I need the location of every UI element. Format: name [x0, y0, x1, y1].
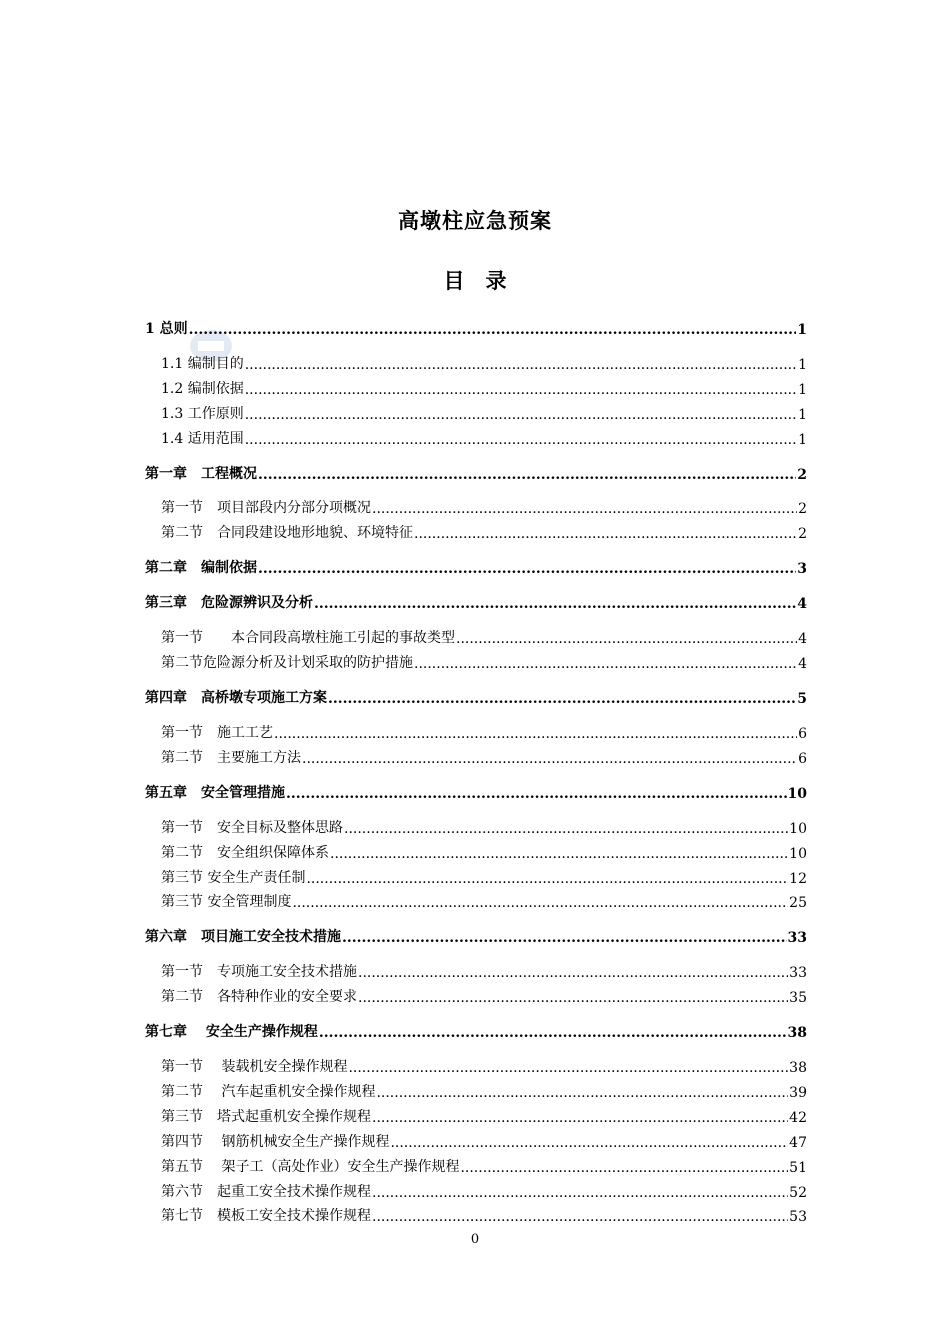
toc-entry-page: 2	[798, 501, 807, 518]
toc-entry-label: 1 总则	[145, 321, 188, 337]
toc-entry-label: 第三节 塔式起重机安全操作规程	[161, 1108, 371, 1125]
toc-entry-page: 1	[798, 431, 807, 448]
toc-section-entry[interactable]	[145, 647, 807, 672]
toc-entry-page: 5	[797, 691, 807, 708]
toc-entry-page: 33	[789, 965, 807, 982]
toc-dot-leader	[286, 786, 787, 802]
toc-dot-leader	[245, 432, 797, 448]
toc-dot-leader	[376, 1085, 788, 1101]
toc-entry-label: 第一节 专项施工安全技术措施	[161, 964, 357, 981]
toc-entry-page: 4	[797, 596, 807, 613]
toc-dot-leader	[358, 990, 788, 1006]
toc-dot-leader	[330, 846, 788, 862]
toc-dot-leader	[414, 526, 797, 542]
toc-entry-label: 第二节 安全组织保障体系	[161, 844, 329, 861]
toc-dot-leader	[328, 691, 796, 707]
toc-entry-label: 第二章 编制依据	[145, 560, 257, 577]
toc-entry-page: 1	[797, 322, 807, 338]
toc-entry-label: 第四节 钢筋机械安全生产操作规程	[161, 1133, 390, 1150]
toc-dot-leader	[372, 1209, 788, 1225]
toc-section-entry[interactable]	[145, 887, 807, 912]
toc-entry-page: 52	[789, 1184, 807, 1201]
toc-section-entry[interactable]	[145, 956, 807, 981]
toc-entry-page: 10	[789, 845, 807, 862]
toc-section-entry[interactable]	[145, 742, 807, 767]
toc-dot-leader	[344, 821, 788, 837]
toc-entry-label: 第三章 危险源辨识及分析	[145, 595, 313, 612]
toc-entry-page: 1	[798, 381, 807, 398]
toc-section-entry[interactable]	[145, 373, 807, 398]
toc-dot-leader	[342, 930, 787, 946]
toc-dot-leader	[348, 1060, 788, 1076]
toc-heading: 目 录	[443, 268, 507, 293]
toc-chapter-entry[interactable]	[145, 588, 807, 612]
toc-entry-page: 10	[787, 785, 807, 802]
toc-dot-leader	[302, 751, 797, 767]
toc-entry-page: 38	[789, 1060, 807, 1077]
toc-entry-label: 第一节 施工工艺	[161, 725, 273, 742]
toc-entry-page: 2	[797, 466, 807, 483]
toc-dot-leader	[258, 467, 796, 483]
toc-section-entry[interactable]	[145, 1101, 807, 1126]
toc-chapter-entry[interactable]	[145, 922, 807, 946]
toc-entry-page: 47	[789, 1134, 807, 1151]
toc-entry-page: 12	[789, 870, 807, 887]
toc-entry-label: 第一节 装载机安全操作规程	[161, 1059, 348, 1076]
toc-section-entry[interactable]	[145, 1201, 807, 1226]
toc-dot-leader	[358, 965, 788, 981]
toc-dot-leader	[372, 1185, 788, 1201]
toc-dot-leader	[189, 322, 797, 338]
toc-section-entry[interactable]	[145, 517, 807, 542]
document-title: 高墩柱应急预案	[398, 208, 552, 233]
toc-entry-page: 33	[787, 930, 807, 947]
toc-entry-label: 第三节 安全管理制度	[161, 894, 292, 911]
toc-dot-leader	[306, 871, 788, 887]
toc-section-entry[interactable]	[145, 862, 807, 887]
table-of-contents	[145, 314, 807, 1225]
toc-entry-page: 3	[797, 561, 807, 578]
toc-entry-label: 第七章 安全生产操作规程	[145, 1024, 318, 1041]
toc-dot-leader	[245, 407, 797, 423]
toc-section-entry[interactable]	[145, 981, 807, 1006]
toc-entry-label: 第一节 项目部段内分部分项概况	[161, 500, 371, 517]
toc-entry-page: 39	[789, 1085, 807, 1102]
toc-dot-leader	[390, 1135, 788, 1151]
toc-entry-page: 10	[789, 820, 807, 837]
toc-dot-leader	[372, 1110, 788, 1126]
toc-entry-label: 第二节 各特种作业的安全要求	[161, 989, 357, 1006]
toc-section-entry[interactable]	[145, 1051, 807, 1076]
toc-entry-page: 2	[798, 526, 807, 543]
toc-dot-leader	[319, 1025, 787, 1041]
toc-dot-leader	[372, 501, 797, 517]
toc-entry-label: 1.2 编制依据	[161, 380, 244, 397]
toc-entry-page: 6	[798, 726, 807, 743]
toc-entry-label: 第二节 主要施工方法	[161, 749, 301, 766]
toc-section-entry[interactable]	[145, 717, 807, 742]
toc-entry-page: 38	[787, 1025, 807, 1042]
toc-chapter-entry[interactable]	[145, 314, 807, 338]
page-number: 0	[470, 1232, 480, 1247]
toc-dot-leader	[245, 357, 797, 373]
toc-section-entry[interactable]	[145, 1126, 807, 1151]
toc-entry-label: 第一章 工程概况	[145, 465, 257, 482]
toc-dot-leader	[456, 631, 797, 647]
toc-entry-label: 第一节 安全目标及整体思路	[161, 819, 343, 836]
toc-chapter-entry[interactable]	[145, 459, 807, 483]
toc-entry-page: 1	[798, 406, 807, 423]
toc-entry-label: 第六节 起重工安全技术操作规程	[161, 1183, 371, 1200]
toc-entry-page: 4	[798, 656, 807, 673]
toc-section-entry[interactable]	[145, 348, 807, 373]
toc-section-entry[interactable]	[145, 423, 807, 448]
toc-entry-page: 1	[798, 356, 807, 373]
toc-section-entry[interactable]	[145, 398, 807, 423]
toc-entry-label: 第二节 汽车起重机安全操作规程	[161, 1084, 376, 1101]
toc-section-entry[interactable]	[145, 1076, 807, 1101]
toc-section-entry[interactable]	[145, 837, 807, 862]
toc-dot-leader	[414, 656, 797, 672]
toc-section-entry[interactable]	[145, 1176, 807, 1201]
toc-entry-label: 1.1 编制目的	[161, 355, 244, 372]
toc-dot-leader	[292, 895, 788, 911]
toc-entry-page: 53	[789, 1209, 807, 1226]
toc-dot-leader	[314, 596, 796, 612]
toc-entry-page: 42	[789, 1109, 807, 1126]
toc-section-entry[interactable]	[145, 493, 807, 518]
toc-entry-label: 1.4 适用范围	[161, 430, 244, 447]
toc-entry-label: 第七节 模板工安全技术操作规程	[161, 1208, 371, 1225]
toc-dot-leader	[274, 726, 797, 742]
toc-entry-page: 4	[798, 631, 807, 648]
toc-chapter-entry[interactable]	[145, 683, 807, 707]
toc-section-entry[interactable]	[145, 1151, 807, 1176]
toc-entry-page: 35	[789, 990, 807, 1007]
toc-section-entry[interactable]	[145, 622, 807, 647]
toc-chapter-entry[interactable]	[145, 553, 807, 577]
toc-entry-page: 25	[789, 895, 807, 912]
toc-entry-page: 6	[798, 750, 807, 767]
toc-entry-label: 第六章 项目施工安全技术措施	[145, 929, 341, 946]
toc-entry-label: 1.3 工作原则	[161, 405, 244, 422]
toc-dot-leader	[245, 382, 797, 398]
toc-entry-page: 51	[789, 1159, 807, 1176]
toc-entry-label: 第四章 高桥墩专项施工方案	[145, 690, 327, 707]
toc-chapter-entry[interactable]	[145, 1017, 807, 1041]
toc-entry-label: 第一节 本合同段高墩柱施工引起的事故类型	[161, 630, 455, 647]
toc-section-entry[interactable]	[145, 812, 807, 837]
toc-entry-label: 第五节 架子工（高处作业）安全生产操作规程	[161, 1158, 460, 1175]
toc-dot-leader	[460, 1160, 788, 1176]
toc-entry-label: 第三节 安全生产责任制	[161, 869, 306, 886]
toc-entry-label: 第二节危险源分析及计划采取的防护措施	[161, 655, 413, 672]
toc-dot-leader	[258, 561, 796, 577]
toc-entry-label: 第二节 合同段建设地形地貌、环境特征	[161, 525, 413, 542]
toc-chapter-entry[interactable]	[145, 778, 807, 802]
toc-entry-label: 第五章 安全管理措施	[145, 784, 285, 801]
